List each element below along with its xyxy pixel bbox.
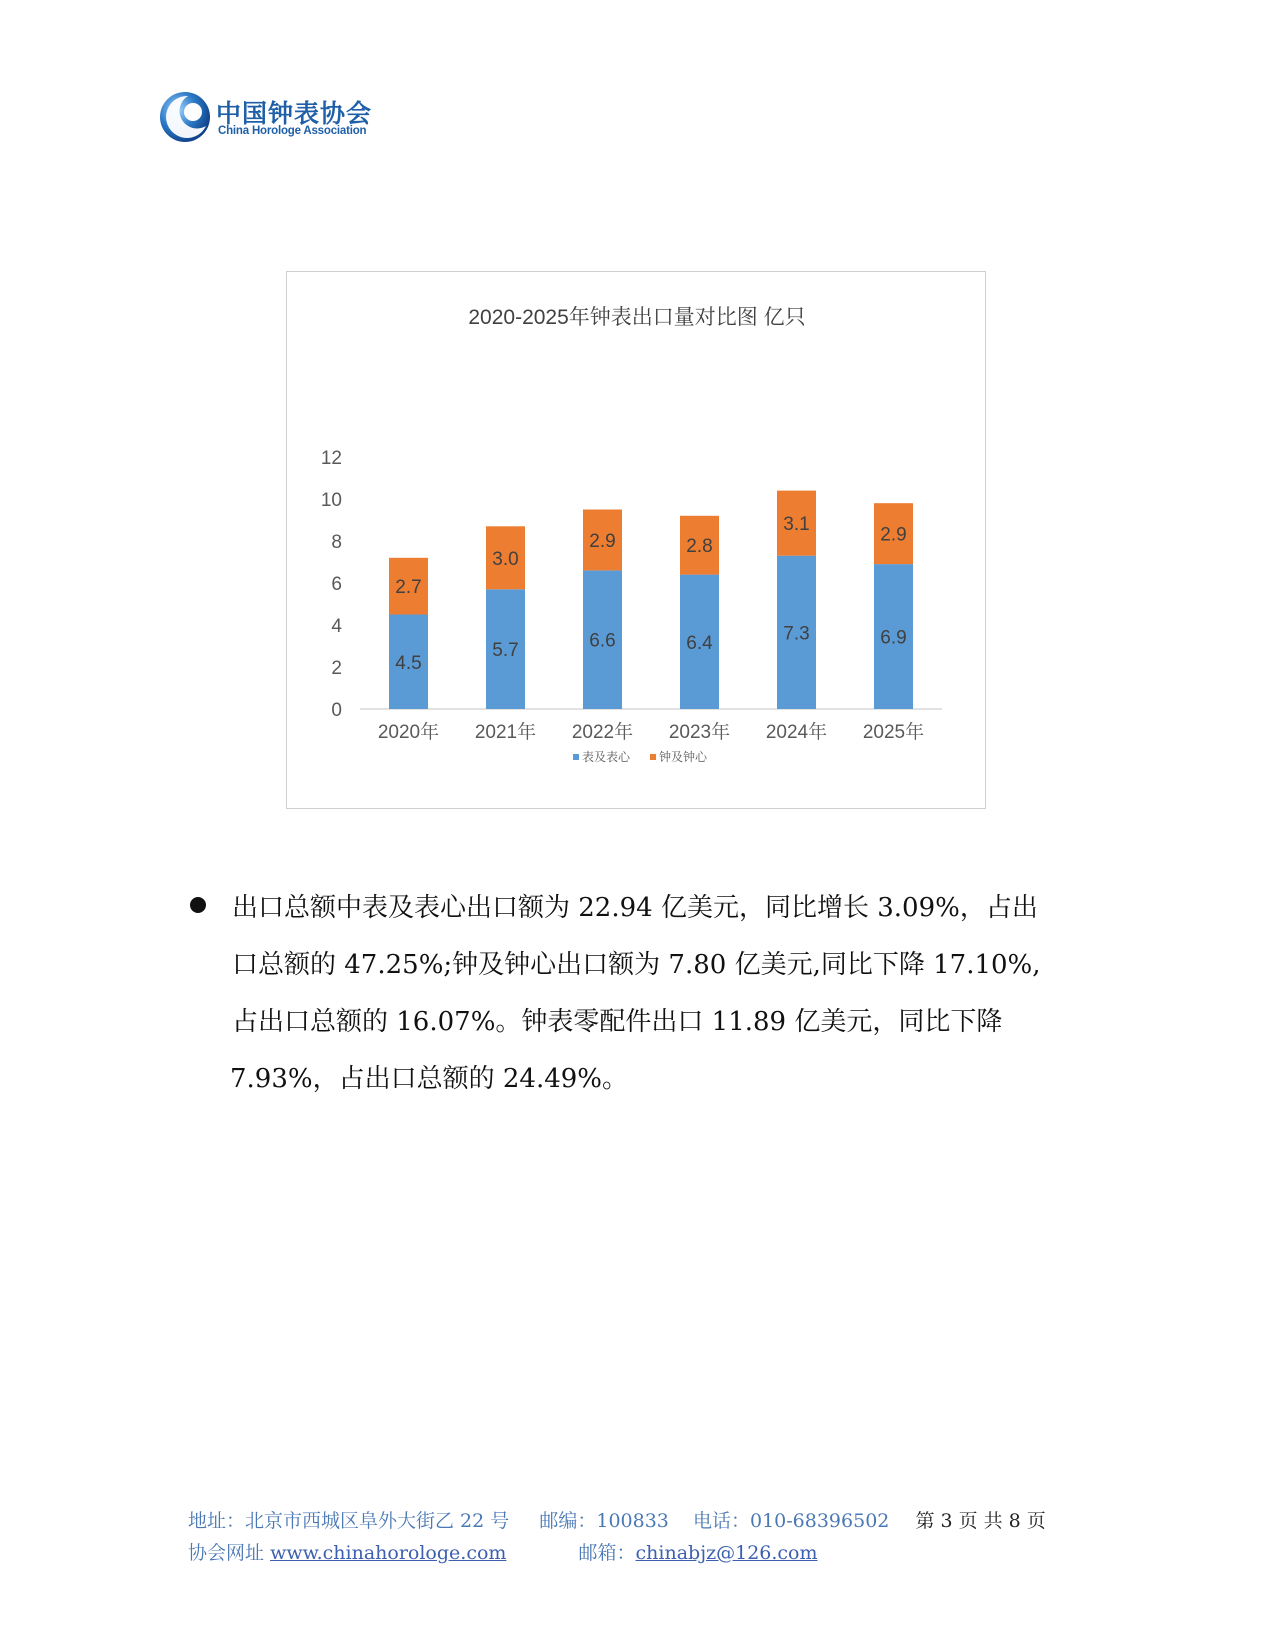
- website-link[interactable]: www.chinahorologe.com: [270, 1542, 507, 1564]
- x-tick-label: 2025年: [862, 722, 925, 743]
- y-tick-label: 4: [331, 616, 342, 637]
- paragraph-line: 口总额的 47.25%;钟及钟心出口额为 7.80 亿美元,同比下降 17.10%,: [232, 950, 1041, 980]
- y-tick-label: 8: [331, 532, 342, 553]
- page-footer: [188, 1505, 1088, 1569]
- y-tick-label: 2: [331, 658, 342, 679]
- y-tick-label: 10: [320, 490, 342, 511]
- email-link[interactable]: chinabjz@126.com: [635, 1542, 818, 1564]
- data-label: 2.9: [589, 530, 616, 552]
- x-tick-label: 2022年: [571, 722, 634, 743]
- legend-label: 表及表心: [582, 750, 631, 764]
- x-tick-label: 2021年: [474, 722, 537, 743]
- footer-address: 地址：北京市西城区阜外大街乙 22 号: [188, 1510, 510, 1532]
- association-logo: [158, 90, 388, 146]
- data-label: 6.6: [589, 630, 616, 652]
- data-label: 3.0: [492, 548, 519, 570]
- x-tick-label: 2020年: [377, 722, 440, 743]
- data-label: 2.8: [686, 536, 713, 558]
- globe-logo-icon: [158, 90, 212, 144]
- y-tick-label: 6: [331, 574, 342, 595]
- x-tick-label: 2024年: [765, 722, 828, 743]
- legend-swatch: [573, 754, 579, 760]
- footer-website-label: 协会网址: [188, 1542, 265, 1564]
- footer-email-label: 邮箱：: [578, 1542, 636, 1564]
- chart-title: 2020-2025年钟表出口量对比图 亿只: [468, 306, 806, 329]
- legend-swatch: [650, 754, 656, 760]
- export-summary-paragraph: [232, 880, 1092, 1108]
- data-label: 3.1: [783, 514, 810, 536]
- paragraph-line: 出口总额中表及表心出口额为 22.94 亿美元，同比增长 3.09%，占出: [232, 893, 1038, 923]
- page-number: 第 3 页 共 8 页: [915, 1510, 1046, 1532]
- data-label: 2.7: [395, 577, 422, 599]
- data-label: 6.4: [686, 632, 713, 654]
- data-label: 7.3: [783, 623, 810, 645]
- chart-canvas: [287, 272, 987, 810]
- footer-postcode: 邮编：100833: [539, 1510, 669, 1532]
- export-volume-chart: [286, 271, 986, 809]
- y-tick-label: 0: [331, 700, 342, 721]
- paragraph-line: 7.93%，占出口总额的 24.49%。: [230, 1064, 628, 1094]
- x-tick-label: 2023年: [668, 722, 731, 743]
- bullet-dot: [190, 897, 206, 913]
- legend-label: 钟及钟心: [659, 750, 708, 764]
- footer-phone: 电话：010-68396502: [692, 1510, 890, 1532]
- logo-chinese-name: 中国钟表协会: [216, 99, 373, 128]
- data-label: 2.9: [880, 524, 907, 546]
- data-label: 4.5: [395, 652, 422, 674]
- logo-english-name: China Horologe Association: [218, 125, 367, 137]
- data-label: 5.7: [492, 640, 519, 662]
- y-tick-label: 12: [320, 448, 342, 469]
- paragraph-line: 占出口总额的 16.07%。钟表零配件出口 11.89 亿美元，同比下降: [232, 1007, 1003, 1037]
- data-label: 6.9: [880, 627, 907, 649]
